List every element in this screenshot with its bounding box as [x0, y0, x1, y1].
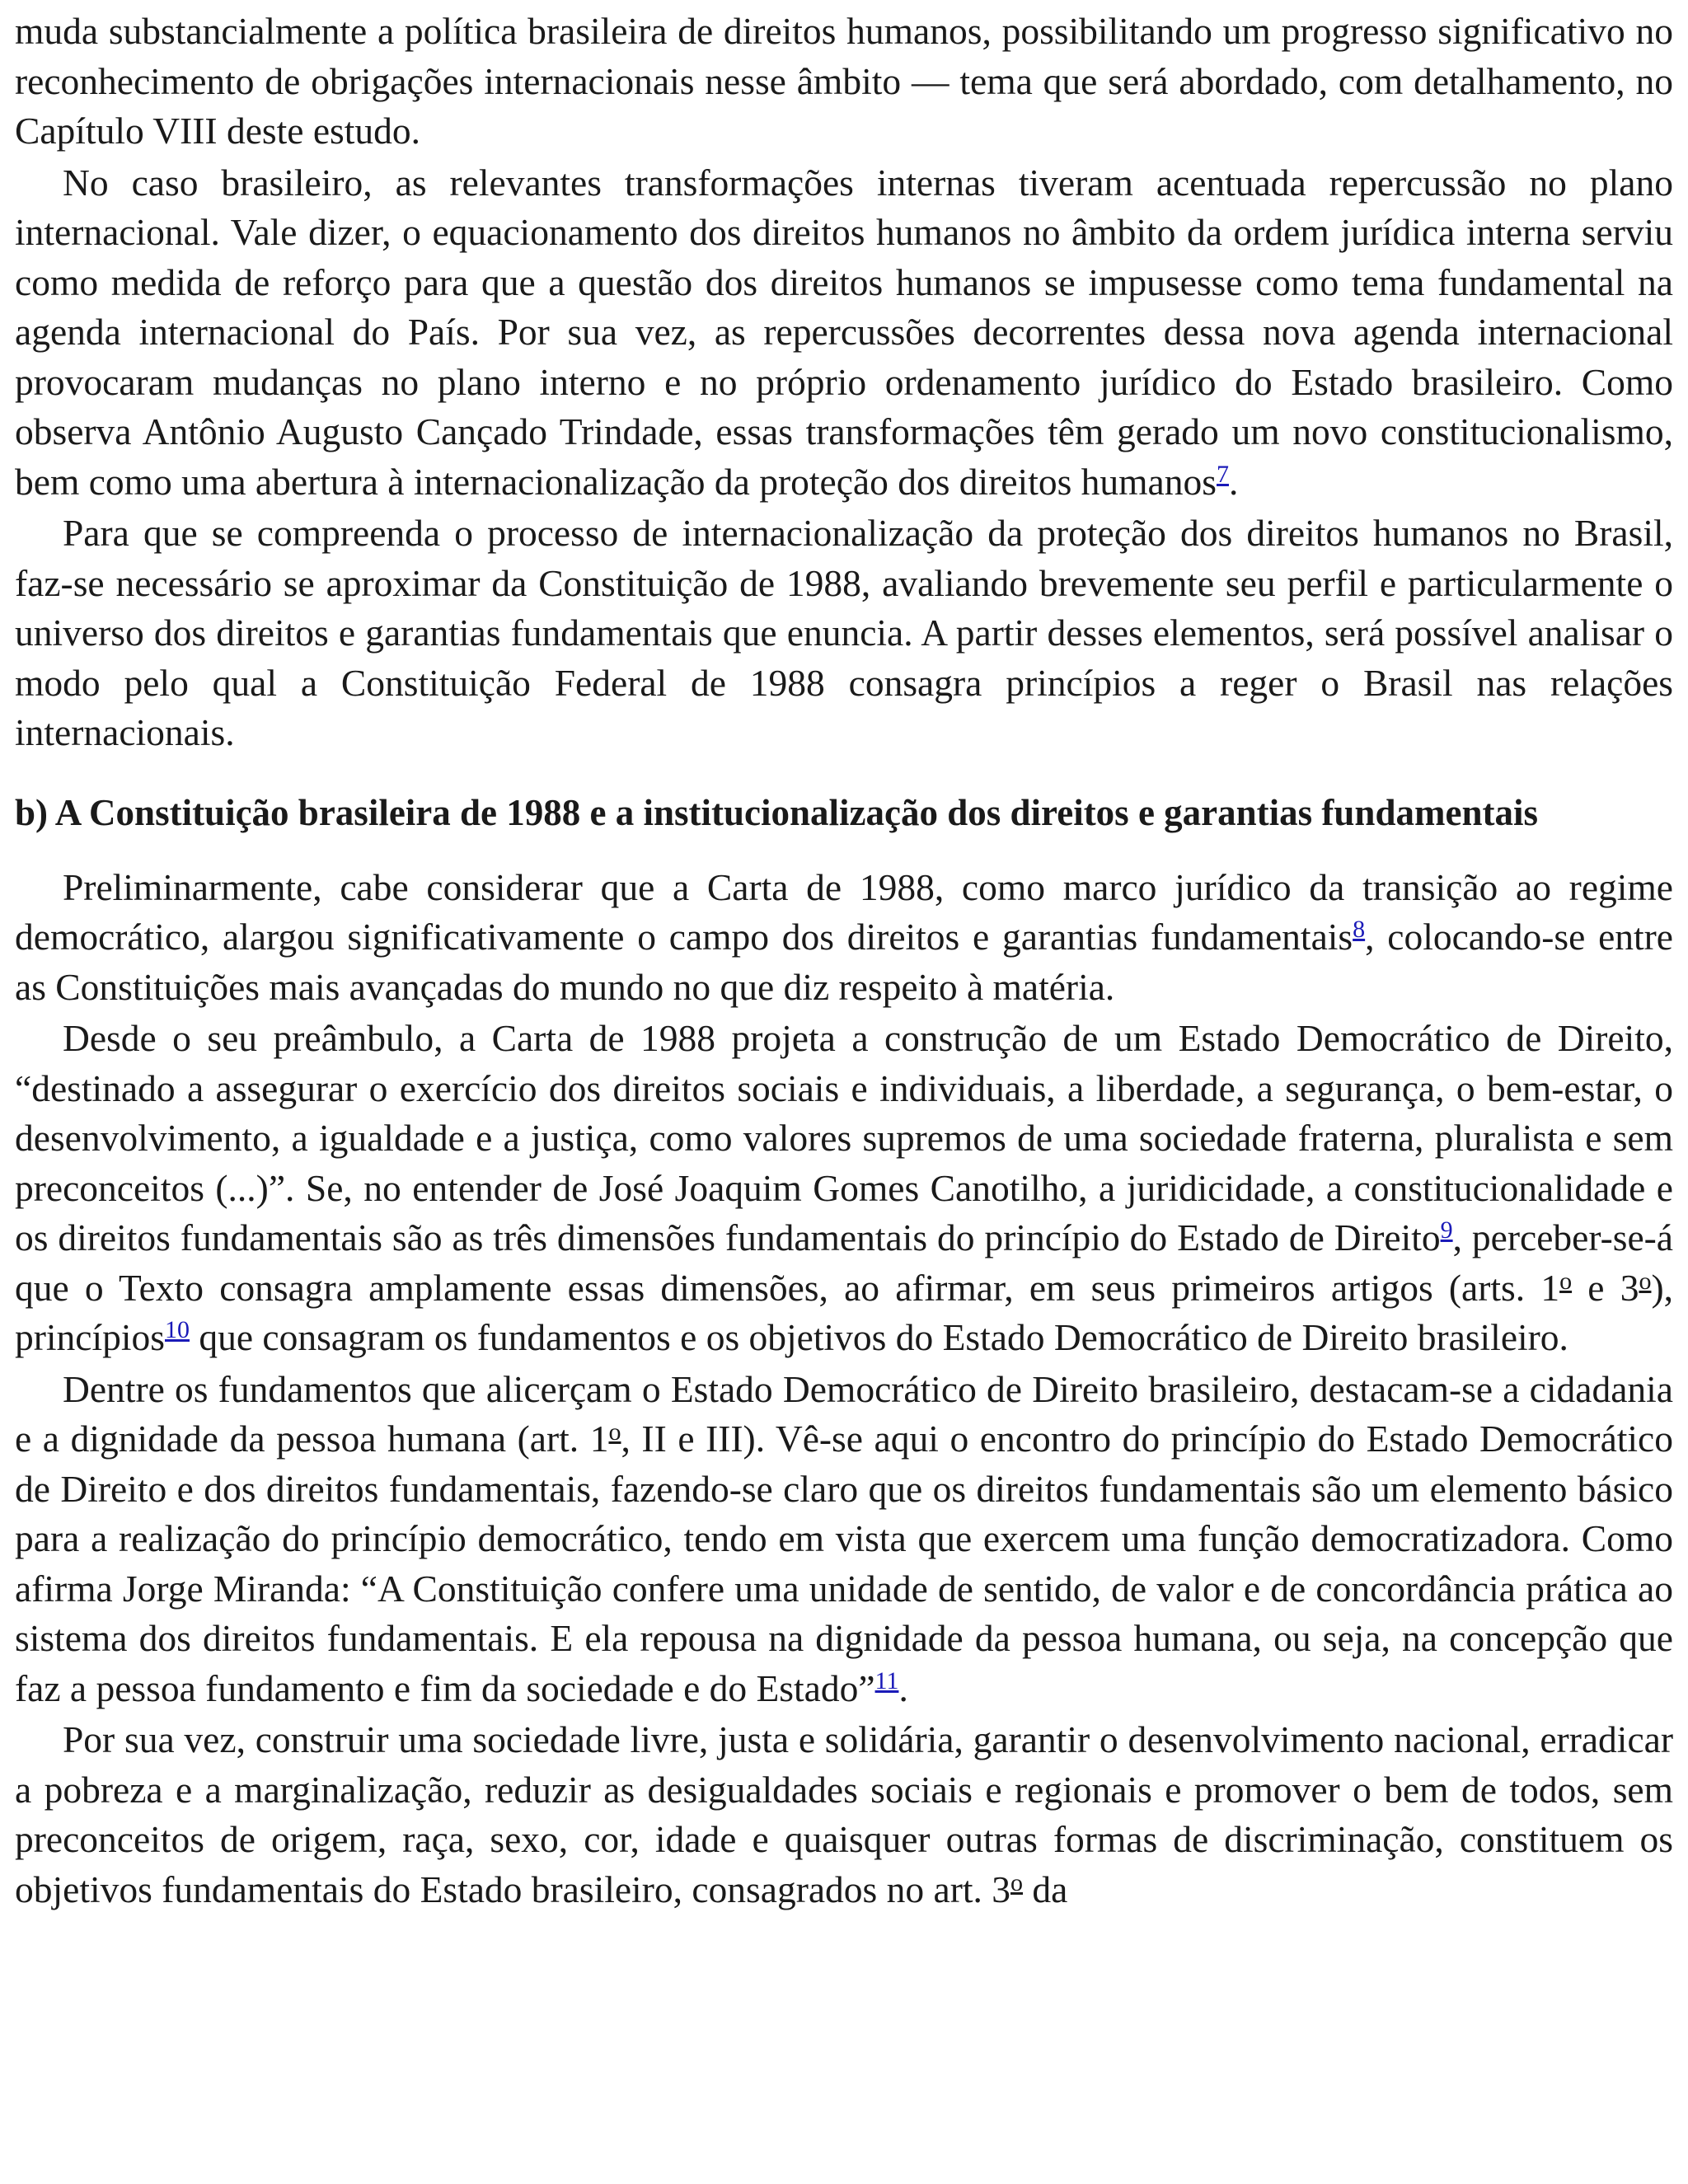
paragraph-7-text-b: da	[1023, 1868, 1068, 1910]
paragraph-2-text: No caso brasileiro, as relevantes transformações internas tiveram acentuada repercussão no plano internacional. Vale dizer, o equacionamento dos direitos humanos no âmbito da ordem jurídica interna serviu como medida de reforço para que a questão dos direitos humanos se impusesse como tema fundamental na agenda internacional do País. Por sua vez, as repercussões decorrentes dessa nova agenda internacional provocaram mudanças no plano interno e no próprio ordenamento jurídico do Estado brasileiro. Como observa Antônio Augusto Cançado Trindade, essas transformações têm gerado um novo constitucionalismo, bem como uma abertura à internacionalização da proteção dos direitos humanos	[15, 161, 1673, 503]
paragraph-6-text-b: , II e III). Vê-se aqui o encontro do princípio do Estado Democrático de Direito e dos direitos fundamentais, fazendo-se claro que os direitos fundamentais são um elemento básico para a realização do princípio democrático, tendo em vista que exercem uma função democratizadora. Como afirma Jorge Miranda: “A Constituição confere uma unidade de sentido, de valor e de concordância prática ao sistema dos direitos fundamentais. E ela repousa na dignidade da pessoa humana, ou seja, na concepção que faz a pessoa fundamento e fim da sociedade e do Estado”	[15, 1418, 1673, 1709]
paragraph-7	[15, 1715, 1673, 1915]
document-page	[15, 7, 1673, 1915]
ordinal-indicator: o	[1559, 1267, 1573, 1295]
paragraph-5-text-e: que consagram os fundamentos e os objetivos do Estado Democrático de Direito brasileiro.	[189, 1316, 1568, 1358]
paragraph-5-text-d: ), princípios	[15, 1266, 1673, 1358]
section-heading: b) A Constituição brasileira de 1988 e a institucionalização dos direitos e garantias fundamentais	[15, 791, 1538, 833]
paragraph-5-text-a: Desde o seu preâmbulo, a Carta de 1988 projeta a construção de um Estado Democrático de Direito, “destinado a assegurar o exercício dos direitos sociais e individuais, a liberdade, a segurança, o bem-estar, o desenvolvimento, a igualdade e a justiça, como valores supremos de uma sociedade fraterna, pluralista e sem preconceitos (...)”. Se, no entender de José Joaquim Gomes Canotilho, a juridicidade, a constitucionalidade e os direitos fundamentais são as três dimensões fundamentais do princípio do Estado de Direito	[15, 1017, 1673, 1258]
paragraph-3-text: Para que se compreenda o processo de internacionalização da proteção dos direitos humanos no Brasil, faz-se necessário se aproximar da Constituição de 1988, avaliando brevemente seu perfil e particularmente o universo dos direitos e garantias fundamentais que enuncia. A partir desses elementos, será possível analisar o modo pelo qual a Constituição Federal de 1988 consagra princípios a reger o Brasil nas relações internacionais.	[15, 512, 1673, 753]
ordinal-indicator: o	[1639, 1267, 1652, 1295]
footnote-link-10[interactable]: 10	[164, 1316, 190, 1343]
ordinal-indicator: o	[1010, 1868, 1023, 1896]
paragraph-4-text-a: Preliminarmente, cabe considerar que a Carta de 1988, como marco jurídico da transição ao regime democrático, alargou significativamente o campo dos direitos e garantias fundamentais	[15, 865, 1673, 958]
paragraph-4	[15, 863, 1673, 1013]
footnote-link-8[interactable]: 8	[1353, 916, 1366, 943]
paragraph-6-end: .	[898, 1666, 908, 1709]
paragraph-5	[15, 1014, 1673, 1363]
paragraph-4-text-b: , colocando-se entre as Constituições mais avançadas do mundo no que diz respeito à matéria.	[15, 916, 1674, 1008]
paragraph-2	[15, 158, 1673, 508]
paragraph-1	[15, 7, 1673, 157]
paragraph-7-text-a: Por sua vez, construir uma sociedade livre, justa e solidária, garantir o desenvolvimento nacional, erradicar a pobreza e a marginalização, reduzir as desigualdades sociais e regionais e promover o bem de todos, sem preconceitos de origem, raça, sexo, cor, idade e quaisquer outras formas de discriminação, constituem os objetivos fundamentais do Estado brasileiro, consagrados no art. 3	[15, 1718, 1673, 1910]
footnote-link-7[interactable]: 7	[1216, 460, 1229, 488]
paragraph-5-text-b: , perceber-se-á que o Texto consagra amplamente essas dimensões, ao afirmar, em seus primeiros artigos (arts. 1	[15, 1216, 1673, 1309]
ordinal-indicator: o	[608, 1418, 621, 1446]
paragraph-1-text: muda substancialmente a política brasileira de direitos humanos, possibilitando um progresso significativo no reconhecimento de obrigações internacionais nesse âmbito — tema que será abordado, com detalhamento, no Capítulo VIII deste estudo.	[15, 10, 1673, 152]
paragraph-5-text-c: e 3	[1572, 1266, 1639, 1309]
paragraph-2-end: .	[1228, 460, 1239, 503]
paragraph-3	[15, 509, 1673, 758]
footnote-link-11[interactable]: 11	[874, 1666, 899, 1694]
footnote-link-9[interactable]: 9	[1440, 1216, 1453, 1244]
paragraph-6	[15, 1365, 1673, 1714]
paragraph-6-text-a: Dentre os fundamentos que alicerçam o Estado Democrático de Direito brasileiro, destacam-se a cidadania e a dignidade da pessoa humana (art. 1	[15, 1367, 1673, 1460]
